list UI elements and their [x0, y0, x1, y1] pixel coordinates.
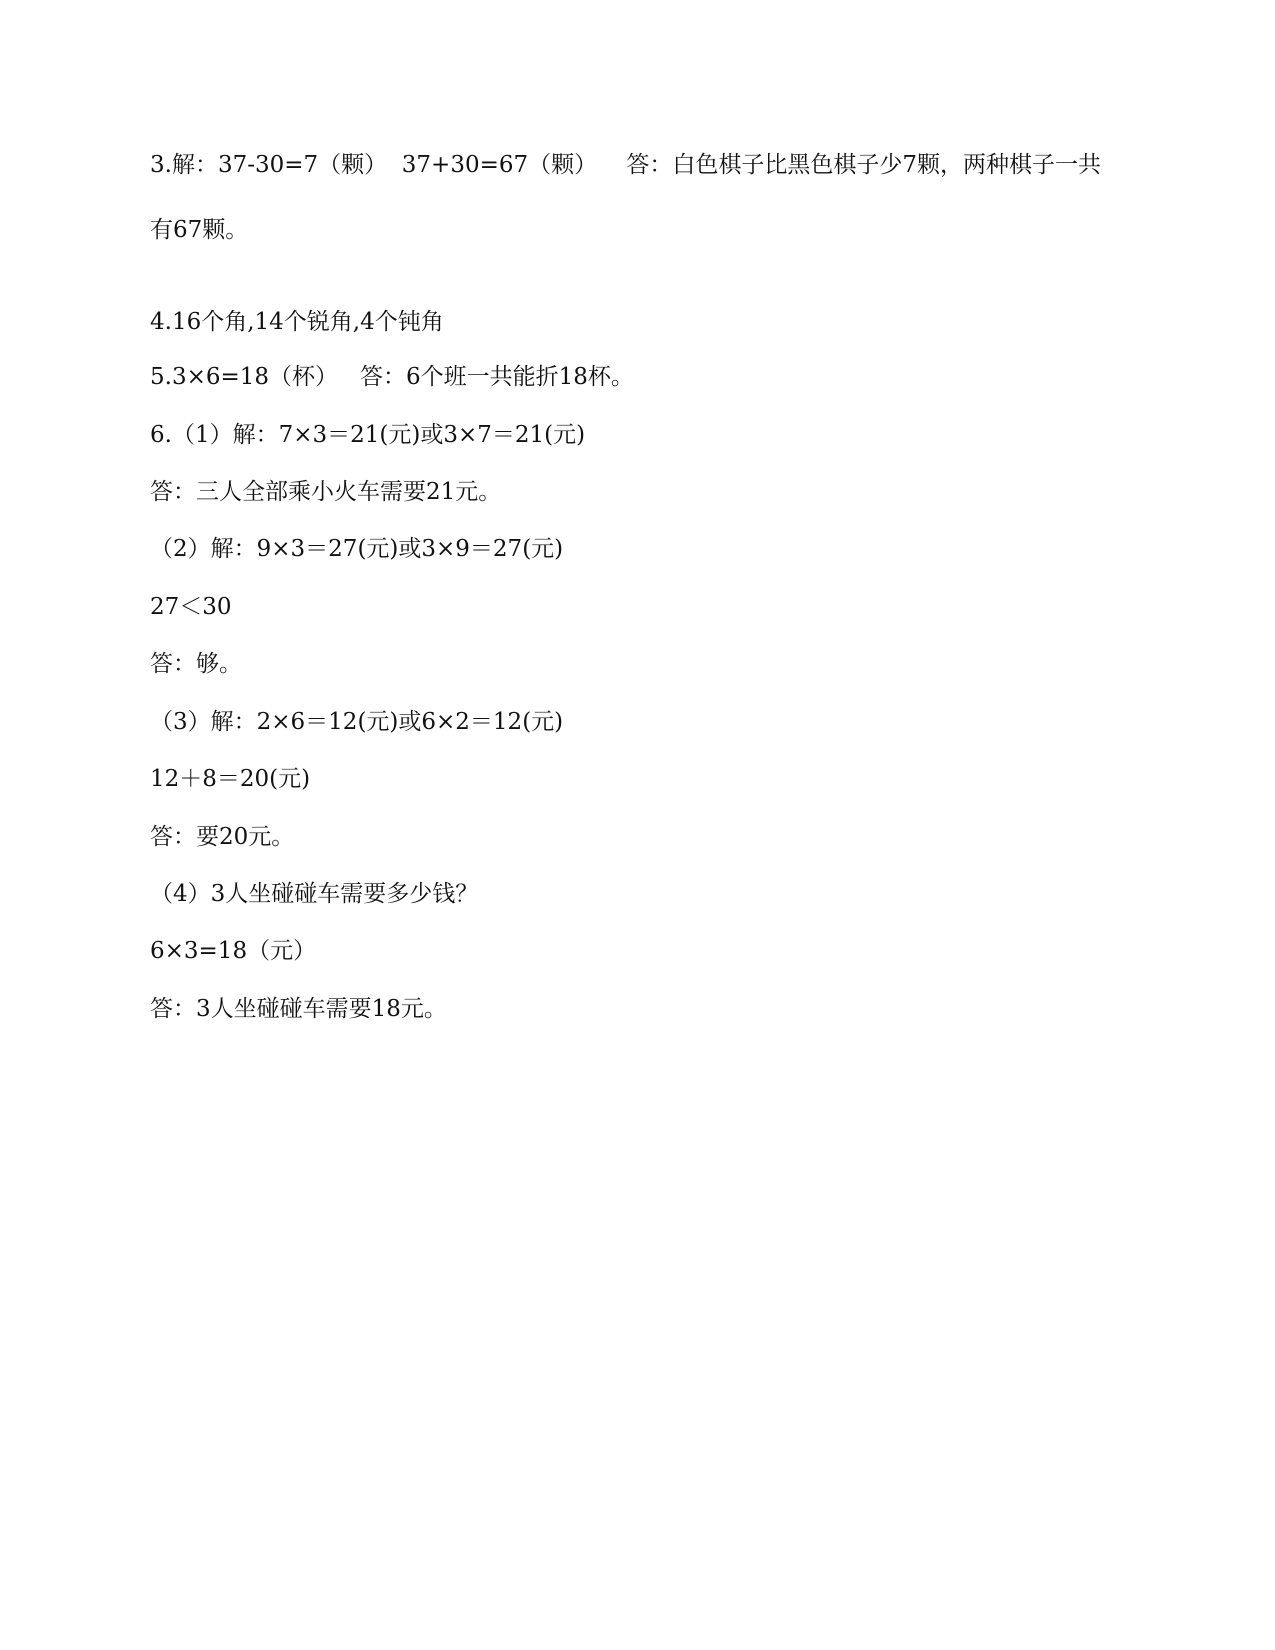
answer-6-part-2-comparison: 27＜30: [150, 594, 232, 620]
answer-6-part-3-solution: （3）解：2×6＝12(元)或6×2＝12(元): [150, 709, 564, 735]
answer-6-part-3-sum: 12＋8＝20(元): [150, 766, 311, 792]
answer-5: 5.3×6=18（杯） 答：6个班一共能折18杯。: [150, 364, 634, 390]
answer-3-line-1: 3.解：37-30=7（颗） 37+30=67（颗） 答：白色棋子比黑色棋子少7颗，两种棋子一共: [150, 152, 1101, 178]
answer-6-part-4-answer: 答：3人坐碰碰车需要18元。: [150, 996, 447, 1022]
answer-6-part-3-answer: 答：要20元。: [150, 824, 295, 850]
answer-6-part-2-answer: 答：够。: [150, 651, 242, 677]
answer-6-part-1-answer: 答：三人全部乘小火车需要21元。: [150, 479, 502, 505]
answer-6-part-4-solution: 6×3=18（元）: [150, 938, 317, 964]
answer-6-part-2-solution: （2）解：9×3＝27(元)或3×9＝27(元): [150, 536, 564, 562]
answer-3-line-2: 有67颗。: [150, 217, 249, 243]
answer-6-part-1-solution: 6.（1）解：7×3＝21(元)或3×7＝21(元): [150, 422, 586, 448]
answer-4: 4.16个角,14个锐角,4个钝角: [150, 309, 444, 335]
answer-6-part-4-question: （4）3人坐碰碰车需要多少钱？: [150, 881, 479, 907]
